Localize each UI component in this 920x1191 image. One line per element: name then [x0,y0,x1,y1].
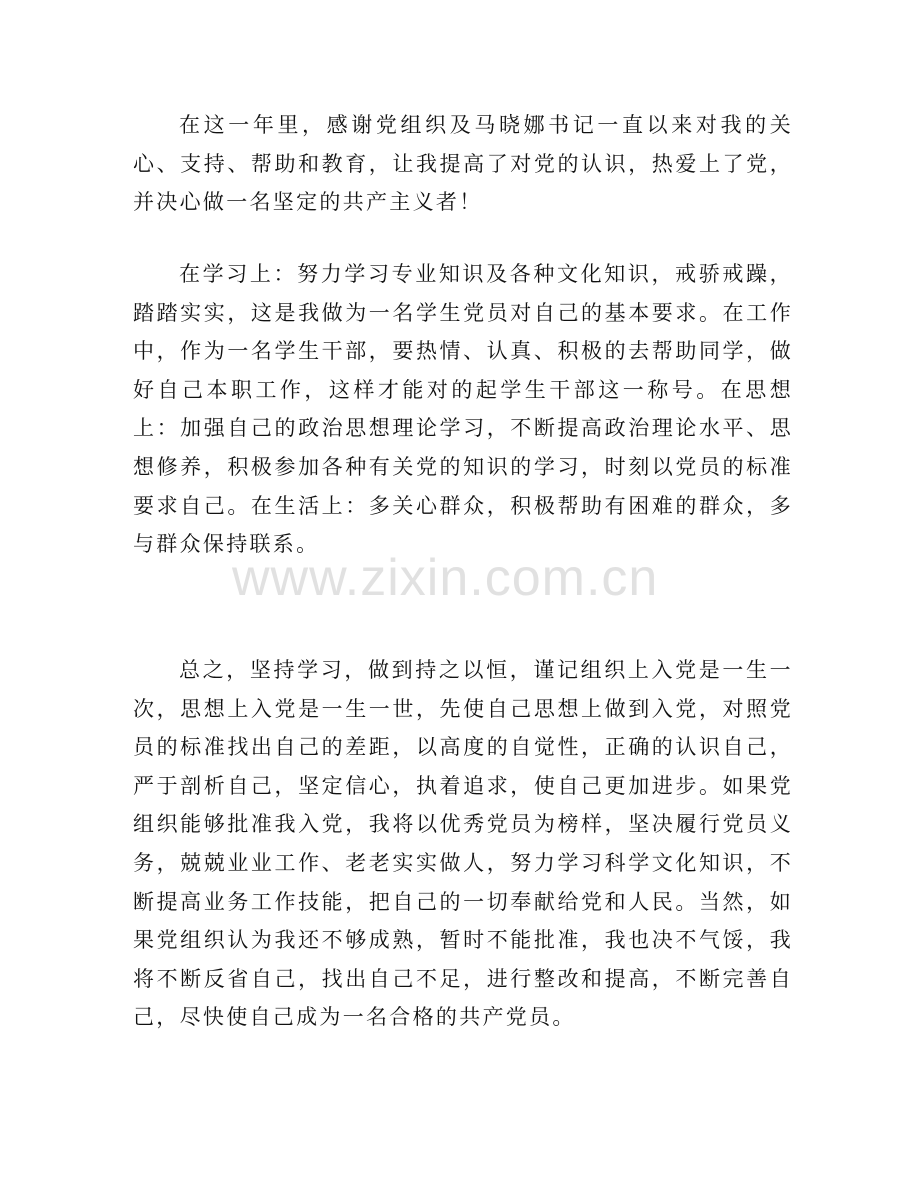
watermark: www.zixin.com.cn [232,549,659,607]
paragraph-conclusion: 总之，坚持学习，做到持之以恒，谨记组织上入党是一生一次，思想上入党是一生一世，先使自己思想上做到入党，对照党员的标准找出自己的差距，以高度的自觉性，正确的认识自己，严于剖析自己，坚定信心，执着追求，使自己更加进步。如果党组织能够批准我入党，我将以优秀党员为榜样，坚决履行党员义务，兢兢业业工作、老老实实做人，努力学习科学文化知识，不断提高业务工作技能，把自己的一切奉献给党和人民。当然，如果党组织认为我还不够成熟，暂时不能批准，我也决不气馁，我将不断反省自己，找出自己不足，进行整改和提高，不断完善自己，尽快使自己成为一名合格的共产党员。 [133,658,793,1030]
paragraph-gratitude: 在这一年里，感谢党组织及马晓娜书记一直以来对我的关心、支持、帮助和教育，让我提高了对党的认识，热爱上了党，并决心做一名坚定的共产主义者！ [133,113,793,215]
paragraph-study-work-thought-life: 在学习上：努力学习专业知识及各种文化知识，戒骄戒躁，踏踏实实，这是我做为一名学生党员对自己的基本要求。在工作中，作为一名学生干部，要热情、认真、积极的去帮助同学，做好自己本职工作，这样才能对的起学生干部这一称号。在思想上：加强自己的政治思想理论学习，不断提高政治理论水平、思想修养，积极参加各种有关党的知识的学习，时刻以党员的标准要求自己。在生活上：多关心群众，积极帮助有困难的群众，多与群众保持联系。 [133,262,793,557]
